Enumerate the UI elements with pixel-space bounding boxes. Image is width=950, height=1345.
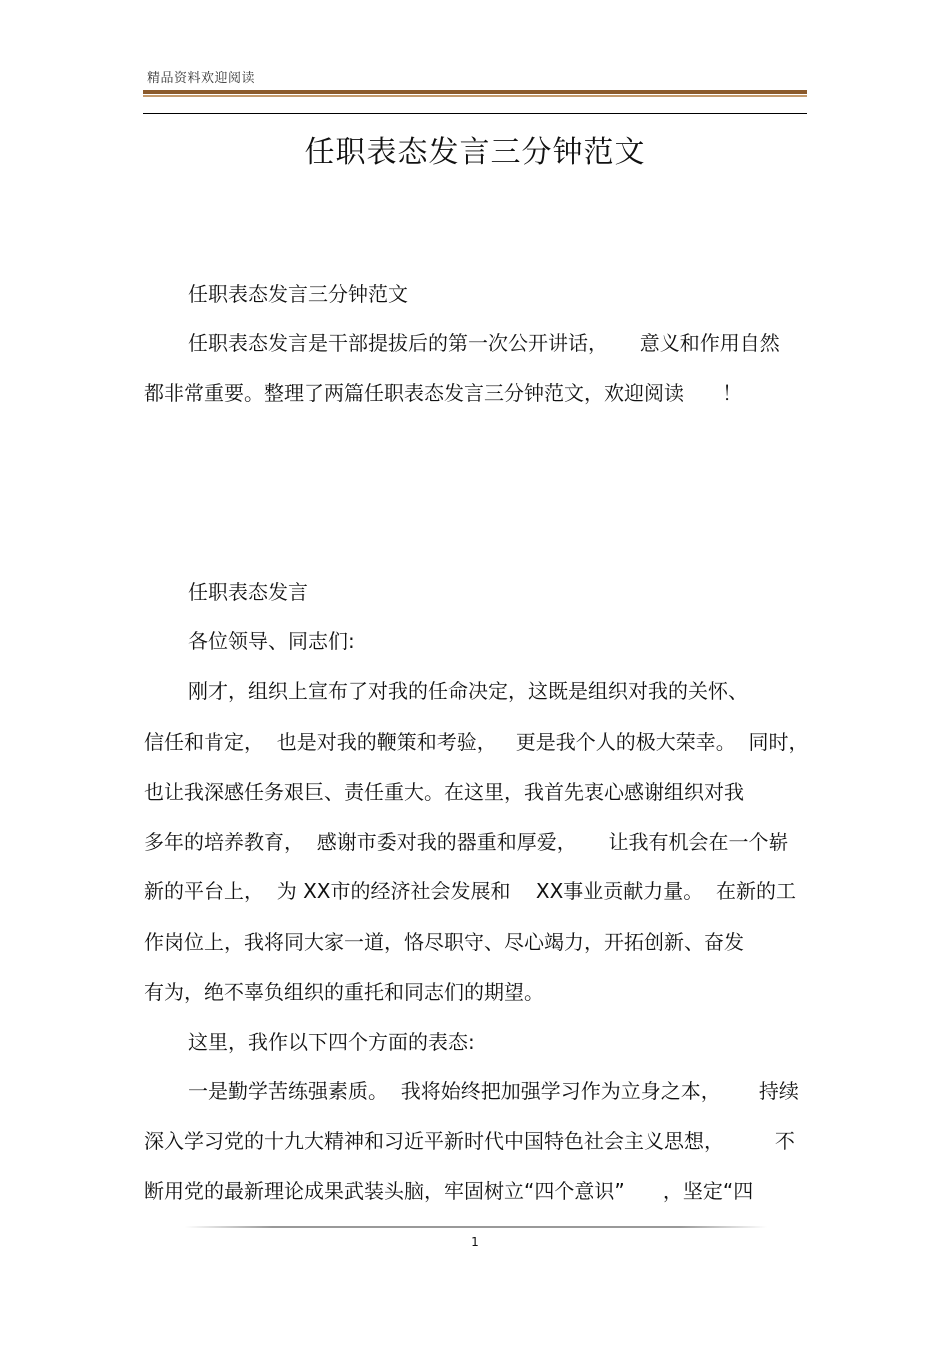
paragraph-line: 任职表态发言	[188, 580, 308, 604]
header-rule-light	[143, 95, 807, 97]
paragraph-line: 断用党的最新理论成果武装头脑，牢固树立“四个意识” ，坚定“四	[144, 1179, 754, 1203]
paragraph-line: 刚才，组织上宣布了对我的任命决定，这既是组织对我的关怀、	[188, 679, 748, 703]
paragraph-line: 新的平台上， 为 XX市的经济社会发展和 XX事业贡献力量。 在新的工	[144, 879, 797, 903]
paragraph-line: 任职表态发言是干部提拔后的第一次公开讲话， 意义和作用自然	[188, 331, 780, 355]
paragraph-line: 有为，绝不辜负组织的重托和同志们的期望。	[144, 980, 544, 1004]
paragraph-line: 作岗位上，我将同大家一道，恪尽职守、尽心竭力，开拓创新、奋发	[144, 930, 744, 954]
paragraph-line: 任职表态发言三分钟范文	[188, 282, 408, 306]
document-title: 任职表态发言三分钟范文	[304, 135, 646, 170]
paragraph-line: 都非常重要。整理了两篇任职表态发言三分钟范文，欢迎阅读 ！	[144, 381, 743, 405]
paragraph-line: 多年的培养教育， 感谢市委对我的器重和厚爱， 让我有机会在一个崭	[144, 830, 789, 854]
paragraph-line: 也让我深感任务艰巨、责任重大。在这里，我首先衷心感谢组织对我	[144, 780, 744, 804]
paragraph-line: 深入学习党的十九大精神和习近平新时代中国特色社会主义思想， 不	[144, 1129, 795, 1153]
page-number: 1	[471, 1235, 479, 1249]
footer-rule	[185, 1226, 767, 1228]
header-rule-dark	[143, 90, 807, 94]
paragraph-line: 信任和肯定， 也是对我的鞭策和考验， 更是我个人的极大荣幸。 同时，	[144, 730, 809, 754]
header-rule-thin	[143, 113, 807, 114]
header-label: 精品资料欢迎阅读	[147, 71, 256, 86]
paragraph-line: 各位领导、同志们:	[188, 629, 355, 653]
paragraph-line: 一是勤学苦练强素质。 我将始终把加强学习作为立身之本， 持续	[188, 1079, 799, 1103]
paragraph-line: 这里，我作以下四个方面的表态:	[188, 1030, 475, 1054]
